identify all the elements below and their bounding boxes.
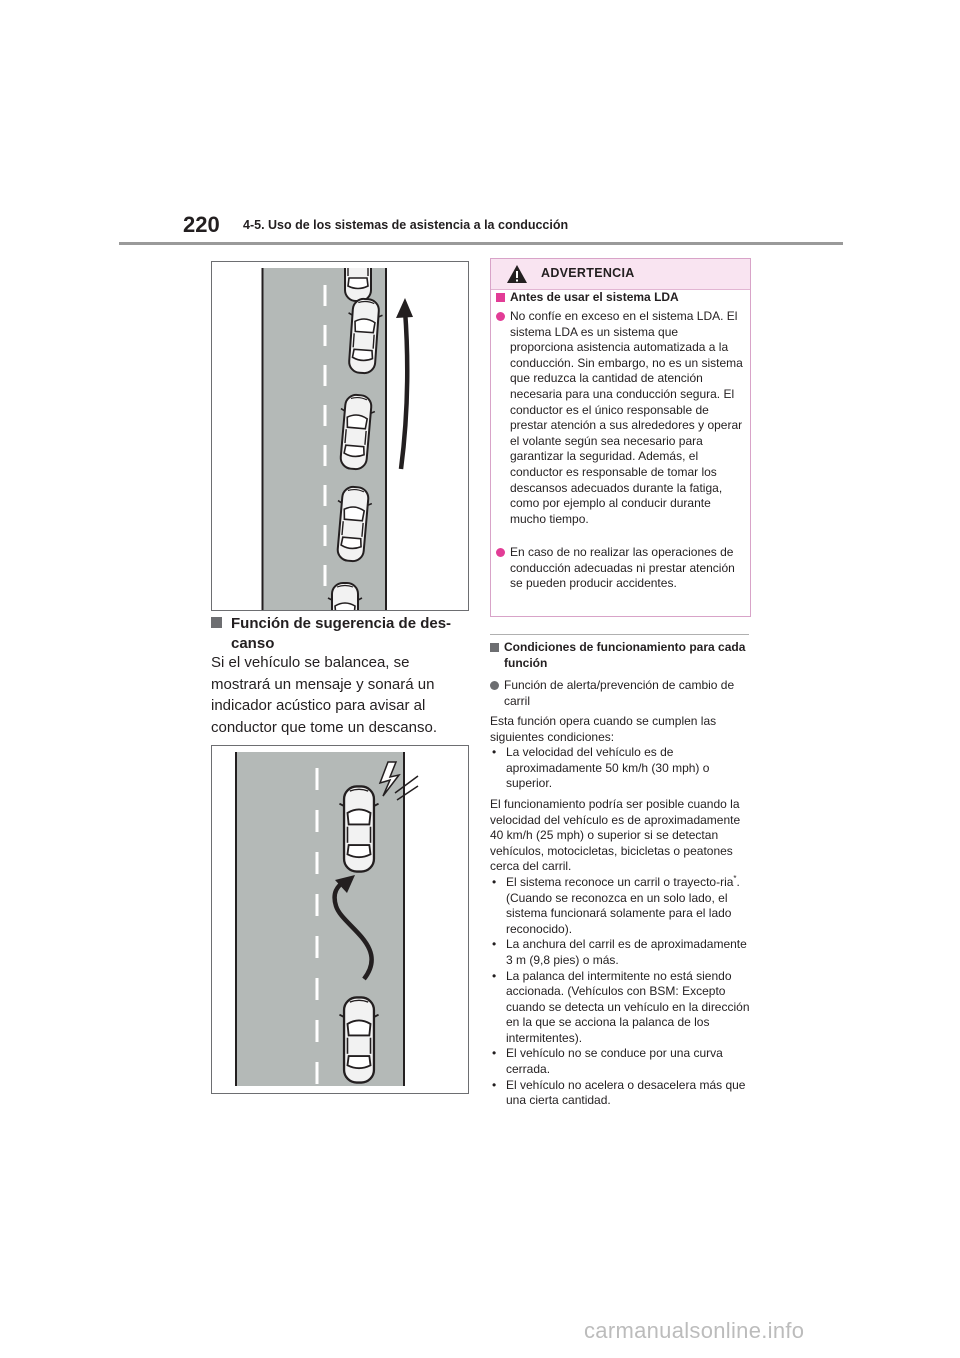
conditions-paragraph-2: El funcionamiento podría ser posible cuando la velocidad del vehículo es de aproximadamente 40 km/h (25 mph) o superior si se detectan vehículos, motocicletas, bicicletas o peatones cerca del carril. — [490, 796, 741, 874]
conditions-heading — [490, 640, 752, 671]
condition-bullet-4: • La palanca del intermitente no está siendo accionada. (Vehículos con BSM: Excepto cuando se detecta un vehículo en la dirección en la que se acciona la palanca de los intermitentes). — [490, 969, 752, 1047]
warning-item-1-text: No confíe en exceso en el sistema LDA. El sistema LDA es un sistema que proporciona asistencia automatizada a la conducción. Sin embargo, no es un sistema que reduzca la cantidad de atención necesaria para una conducción segura. El conductor es el único responsable de prestar atención a sus alrededores y operar el volante según sea necesario para garantizar la seguridad. Además, el conductor es responsable de tomar los descansos adecuados durante la fatiga, como por ejemplo al conducir durante mucho tiempo. — [510, 309, 743, 526]
section-divider — [490, 634, 749, 635]
lane-drift-illustration — [211, 261, 469, 611]
condition-bullet-3: • La anchura del carril es de aproximadamente 3 m (9,8 pies) o más. — [490, 937, 752, 968]
header-divider — [119, 242, 843, 245]
watermark: carmanualsonline.info — [584, 1318, 805, 1343]
sway-alert-illustration — [211, 745, 469, 1094]
warning-item-1 — [496, 309, 744, 527]
conditions-heading-text: Condiciones de funcionamiento para cada función — [504, 640, 746, 670]
warning-header — [491, 259, 750, 290]
footnote-star: * — [733, 873, 737, 883]
conditions-intro: Esta función opera cuando se cumplen las siguientes condiciones: — [490, 714, 717, 744]
square-bullet-icon — [490, 643, 499, 652]
square-bullet-icon — [496, 293, 505, 302]
warning-item-2 — [496, 545, 744, 592]
condition-bullet-2-a: El sistema reconoce un carril o trayecto-ria — [506, 874, 734, 889]
warning-subheading — [496, 290, 744, 306]
heading-line-1: Función de sugerencia de des- — [231, 615, 452, 632]
section-title: 4-5. Uso de los sistemas de asistencia a la conducción — [243, 218, 569, 232]
heading-line-2: canso — [231, 635, 275, 652]
conditions-subitem-text: Función de alerta/prevención de cambio de carril — [504, 678, 735, 708]
square-bullet-icon — [211, 617, 222, 628]
condition-bullet-2-b: . (Cuando se reconozca en un solo lado, el sistema funcionará solamente para el lado reconocido). — [506, 874, 740, 936]
condition-bullet-2 — [490, 875, 752, 937]
conditions-body — [490, 714, 752, 1109]
warning-title: ADVERTENCIA — [541, 266, 635, 280]
condition-bullet-5: • El vehículo no se conduce por una curva cerrada. — [490, 1046, 752, 1077]
rest-suggestion-body: Si el vehículo se balancea, se mostrará un mensaje y sonará un indicador acústico para avisar al conductor que tome un descanso. — [211, 654, 437, 736]
conditions-subitem — [490, 678, 752, 709]
warning-triangle-icon — [506, 264, 528, 284]
warning-item-2-text: En caso de no realizar las operaciones de conducción adecuadas ni prestar atención se pueden producir accidentes. — [510, 545, 735, 591]
page-number: 220 — [183, 212, 220, 237]
dot-bullet-icon — [490, 681, 499, 690]
warning-subheading-text: Antes de usar el sistema LDA — [510, 290, 679, 304]
rest-suggestion-heading — [211, 614, 467, 654]
condition-bullet-6: • El vehículo no acelera o desacelera más que una cierta cantidad. — [490, 1078, 752, 1109]
dot-bullet-icon — [496, 548, 505, 557]
dot-bullet-icon — [496, 312, 505, 321]
condition-bullet-1: • La velocidad del vehículo es de aproximadamente 50 km/h (30 mph) o superior. — [490, 745, 752, 792]
